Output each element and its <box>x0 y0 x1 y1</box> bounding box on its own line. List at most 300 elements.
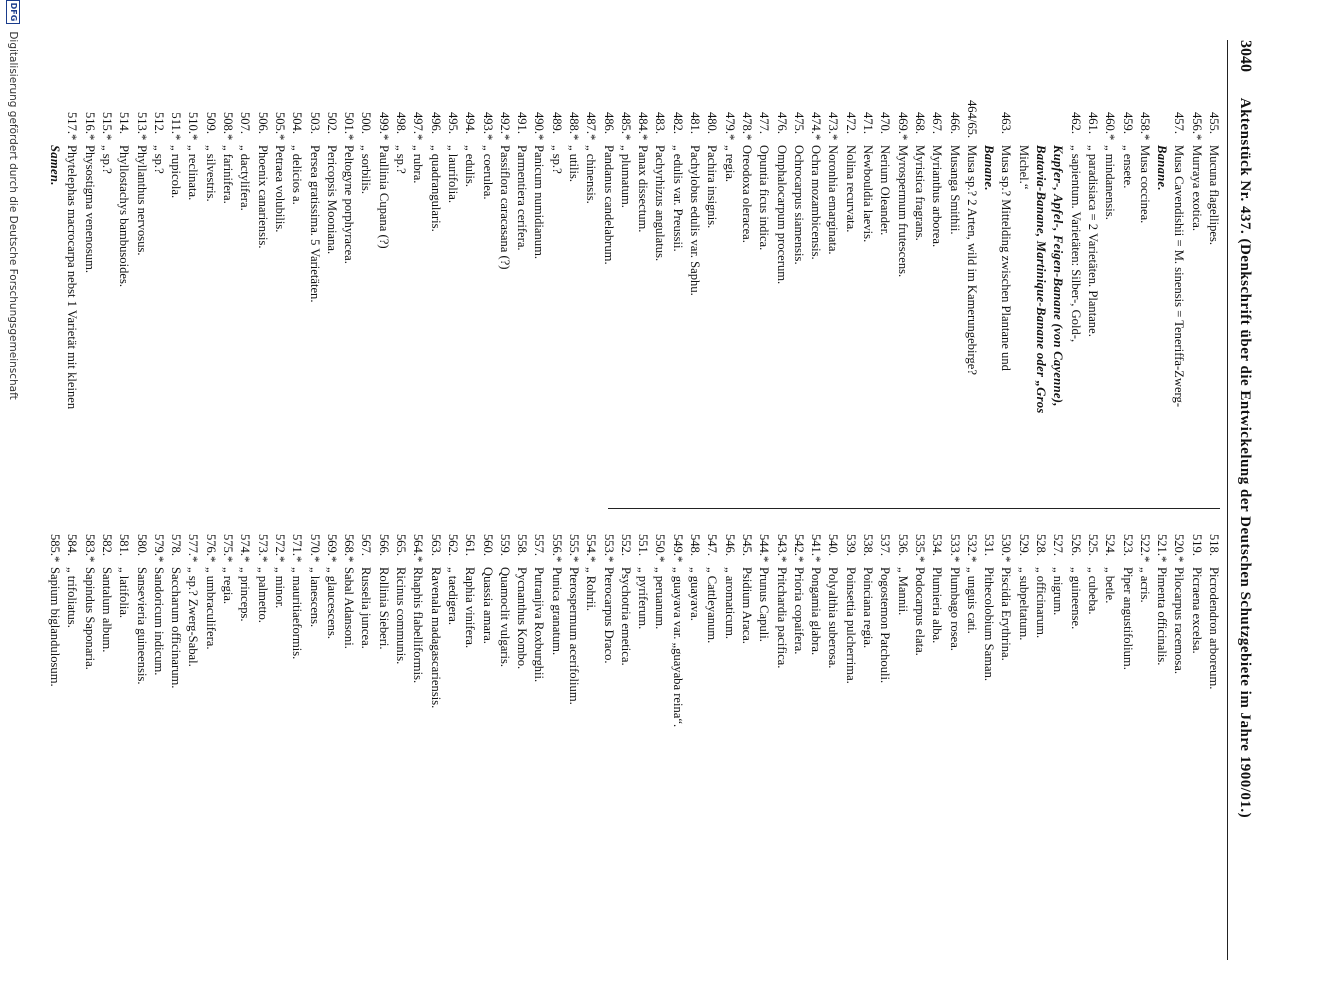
asterisk-mark <box>1101 556 1118 567</box>
asterisk-mark: * <box>532 134 547 141</box>
list-item <box>807 100 824 495</box>
list-item-continuation <box>1032 100 1049 495</box>
asterisk-mark <box>945 134 962 145</box>
plant-name: „ sp.? <box>394 145 409 174</box>
entry-number: 581. <box>117 533 132 556</box>
list-item <box>617 100 634 495</box>
entry-number: 543. <box>774 533 789 556</box>
asterisk-mark <box>928 134 945 145</box>
list-item <box>582 522 599 942</box>
asterisk-mark <box>686 556 703 567</box>
list-item <box>115 100 132 495</box>
plant-name: Mucuna flagellipes. <box>1207 145 1221 246</box>
plant-name: Musa sp.? 2 Arten, wild im Kamerungebirge? <box>964 145 979 375</box>
entry-number: 584. <box>65 533 80 556</box>
plant-name: Batavia-Banane, Martinique-Banane oder „Gros <box>1034 145 1049 414</box>
entry-number: 478. <box>739 111 754 134</box>
list-item <box>219 100 236 495</box>
list-item <box>738 522 755 942</box>
asterisk-mark: * <box>151 556 166 563</box>
entry-number: 456. <box>1189 111 1204 134</box>
plant-name: Murraya exotica. <box>1189 145 1204 232</box>
plant-name: Quamoclit vulgaris. <box>497 567 512 668</box>
list-item <box>686 100 703 495</box>
list-item <box>392 100 409 495</box>
list-item <box>841 100 858 495</box>
list-item <box>340 522 357 942</box>
asterisk-mark <box>323 134 340 145</box>
asterisk-mark: * <box>186 134 201 141</box>
entry-number: 538. <box>861 533 876 556</box>
asterisk-mark <box>513 134 530 145</box>
asterisk-mark <box>496 556 513 567</box>
list-item <box>323 100 340 495</box>
list-item <box>1170 100 1187 495</box>
entry-number: 471. <box>861 111 876 134</box>
plant-name: „ pyriferum. <box>636 567 651 630</box>
list-item <box>669 522 686 942</box>
entry-number: 460. <box>1103 111 1118 134</box>
asterisk-mark: * <box>1172 556 1187 563</box>
plant-name: „ taedigera. <box>445 567 460 626</box>
asterisk-mark <box>461 556 478 567</box>
asterisk-mark: * <box>999 556 1014 563</box>
entry-number: 558. <box>515 533 530 556</box>
plant-name: „ officinarum. <box>1034 567 1049 639</box>
list-item <box>46 522 63 942</box>
asterisk-mark <box>928 556 945 567</box>
list-item <box>236 522 253 942</box>
asterisk-mark <box>357 556 374 567</box>
asterisk-mark <box>1118 556 1135 567</box>
asterisk-mark <box>1066 556 1083 567</box>
plant-name: „ rubra. <box>411 145 426 184</box>
list-item <box>150 100 167 495</box>
entry-number: 522. <box>1137 533 1152 556</box>
plant-name: „ guayava. <box>688 567 703 621</box>
asterisk-mark <box>703 134 720 145</box>
plant-name: „ chinensis. <box>584 145 599 204</box>
list-item <box>392 522 409 942</box>
asterisk-mark <box>392 134 409 145</box>
entry-number: 555. <box>567 533 582 556</box>
asterisk-mark <box>392 556 409 567</box>
list-item <box>167 522 184 942</box>
list-item <box>1084 100 1101 495</box>
asterisk-mark: * <box>584 134 599 141</box>
plant-name: „ dactylifera. <box>238 145 253 211</box>
plant-name: Pimenta officinalis. <box>1155 567 1170 666</box>
asterisk-mark <box>617 556 634 567</box>
entry-number: 502. <box>324 111 339 134</box>
plant-name: „ sapientum. Varietäten: Silber-, Gold-, <box>1068 145 1083 343</box>
list-item <box>271 100 288 495</box>
plant-name: „ unguis cati. <box>964 567 979 634</box>
plant-name: Newbouldia laevis. <box>861 145 876 243</box>
plant-name: „ mindanensis. <box>1103 145 1118 220</box>
entry-number: 500. <box>359 111 374 134</box>
entry-number: 518. <box>1207 533 1221 556</box>
asterisk-mark: * <box>791 556 806 563</box>
list-item <box>911 100 928 495</box>
plant-name: Pritchardia pacifica. <box>774 567 789 669</box>
entry-number: 526. <box>1068 533 1083 556</box>
entry-number: 479. <box>722 111 737 134</box>
plant-name: „ silvestris. <box>203 145 218 202</box>
entry-number: 578. <box>169 533 184 556</box>
asterisk-mark: * <box>722 134 737 141</box>
plant-name: „ guineense. <box>1068 567 1083 630</box>
asterisk-mark: * <box>134 134 149 141</box>
entry-number: 501. <box>342 111 357 134</box>
entry-number: 508. <box>221 111 236 134</box>
entry-number: 523. <box>1120 533 1135 556</box>
plant-name: Phyllanthus nervosus. <box>134 145 149 256</box>
plant-name: Picrodendron arboreum. <box>1207 567 1221 690</box>
list-item <box>755 100 772 495</box>
list-item <box>651 100 668 495</box>
right-column <box>46 522 1222 942</box>
asterisk-mark: * <box>48 556 63 563</box>
list-item <box>1049 522 1066 942</box>
list-item <box>496 100 513 495</box>
asterisk-mark: * <box>272 556 287 563</box>
plant-name: Pongamia glabra. <box>809 567 824 656</box>
asterisk-mark <box>444 134 461 145</box>
list-item <box>755 522 772 942</box>
entry-number: 563. <box>428 533 443 556</box>
list-item <box>305 522 322 942</box>
plant-name: Pycnanthus Kombo. <box>515 567 530 670</box>
entry-number: 490. <box>532 111 547 134</box>
entry-number: 470. <box>878 111 893 134</box>
entry-number: 515. <box>100 111 114 134</box>
plant-name: „ acris. <box>1137 567 1152 603</box>
list-item <box>1101 100 1118 495</box>
entry-number: 498. <box>394 111 409 134</box>
asterisk-mark: * <box>497 134 512 141</box>
asterisk-mark: * <box>1137 134 1152 141</box>
dfg-logo-icon: DFG <box>6 0 20 24</box>
asterisk-mark: * <box>1103 134 1118 141</box>
asterisk-mark: * <box>567 134 582 141</box>
list-item <box>426 100 443 495</box>
asterisk-mark <box>444 556 461 567</box>
plant-name: Pterospermum acerifolium. <box>567 567 582 705</box>
plant-name: Myrospermum frutescens. <box>895 145 910 278</box>
plant-name: Sapium biglandulosum. <box>48 567 63 687</box>
entry-number: 525. <box>1085 533 1100 556</box>
asterisk-mark: * <box>809 556 824 563</box>
page-footer <box>0 0 26 1000</box>
plant-name: Psychotria emetica. <box>618 567 633 666</box>
entry-number: 469. <box>895 111 910 134</box>
asterisk-mark <box>63 556 80 567</box>
list-item <box>582 100 599 495</box>
list-item <box>599 522 616 942</box>
entry-number: 472. <box>843 111 858 134</box>
asterisk-mark: * <box>1137 556 1152 563</box>
list-item <box>841 522 858 942</box>
entry-number: 572. <box>272 533 287 556</box>
list-item <box>547 522 564 942</box>
list-item <box>513 100 530 495</box>
list-item <box>530 522 547 942</box>
asterisk-mark <box>1187 556 1204 567</box>
list-item <box>669 100 686 495</box>
plant-name: Parmentiera cerifera. <box>515 145 530 251</box>
list-item <box>201 522 218 942</box>
asterisk-mark: * <box>307 556 322 563</box>
plant-name: Phytelephas macrocarpa nebst 1 Varietät mit kleinen <box>65 145 80 410</box>
entry-number: 482. <box>670 111 685 134</box>
list-item <box>461 100 478 495</box>
plant-name: „ edulis. <box>463 145 478 187</box>
plant-name: Rollinia Sieberi. <box>376 567 391 650</box>
entry-number: 483. <box>653 111 668 134</box>
entry-number: 575. <box>221 533 236 556</box>
asterisk-mark <box>963 134 980 145</box>
asterisk-mark: * <box>342 556 357 563</box>
plant-name: Kupfer-, Apfel-, Feigen-Banane (von Cayenne), <box>1051 145 1066 407</box>
asterisk-mark: * <box>601 556 616 563</box>
asterisk-mark <box>1049 556 1066 567</box>
entry-number: 505. <box>272 111 287 134</box>
plant-name: „ utilis. <box>567 145 582 183</box>
plant-name: „ coerulea. <box>480 145 495 200</box>
entry-number: 517. <box>65 111 80 134</box>
plant-name: „ rupicola. <box>169 145 184 199</box>
plant-name: Psidium Araca. <box>739 567 754 644</box>
asterisk-mark <box>513 556 530 567</box>
entry-number: 533. <box>947 533 962 556</box>
asterisk-mark: * <box>1189 134 1204 141</box>
plant-name: „ regia. <box>221 567 236 605</box>
plant-name: „ Mannii. <box>895 567 910 616</box>
asterisk-mark <box>1066 134 1083 145</box>
asterisk-mark: * <box>618 134 633 141</box>
asterisk-mark: * <box>964 556 979 563</box>
plant-name: Ricinus communis. <box>394 567 409 665</box>
list-item <box>720 100 737 495</box>
plant-name: Piper angustifolium. <box>1120 567 1135 670</box>
asterisk-mark: * <box>480 134 495 141</box>
asterisk-mark: * <box>221 134 236 141</box>
asterisk-mark <box>1084 134 1101 145</box>
entry-number: 535. <box>912 533 927 556</box>
entry-number: 574. <box>238 533 253 556</box>
entry-number: 566. <box>376 533 391 556</box>
asterisk-mark: * <box>203 556 218 563</box>
list-item <box>963 522 980 942</box>
plant-name: Physostigma venenosum. <box>82 145 97 274</box>
list-item <box>132 522 149 942</box>
list-item <box>288 522 305 942</box>
entry-number: 497. <box>411 111 426 134</box>
list-item <box>928 522 945 942</box>
asterisk-mark <box>911 134 928 145</box>
plant-name: Michel.“ <box>1016 145 1031 190</box>
entry-number: 511. <box>169 112 184 134</box>
plant-name: Podocarpus elata. <box>912 567 927 656</box>
entry-number: 527. <box>1051 533 1066 556</box>
plant-name: Ochrocarpus siamensis. <box>791 145 806 265</box>
entry-number: 579. <box>151 533 166 556</box>
list-item <box>859 100 876 495</box>
list-item <box>98 522 115 942</box>
plant-name: „ aromaticum. <box>722 567 737 640</box>
list-item <box>893 522 910 942</box>
entry-number: 583. <box>82 533 97 556</box>
asterisk-mark <box>651 134 668 145</box>
asterisk-mark <box>115 134 132 145</box>
asterisk-mark <box>772 134 789 145</box>
asterisk-mark: * <box>411 556 426 563</box>
entry-number: 529. <box>1016 533 1031 556</box>
asterisk-mark <box>1118 134 1135 145</box>
entry-number: 519. <box>1189 533 1204 556</box>
entry-number: 477. <box>757 111 772 134</box>
entry-number: 495. <box>445 111 460 134</box>
list-item <box>945 100 962 495</box>
plant-name: Sandoricum indicum. <box>151 567 166 676</box>
plant-name: „ plumatum. <box>618 145 633 208</box>
entry-number: 539. <box>843 533 858 556</box>
entry-number: 514. <box>117 111 132 134</box>
plant-name: Sapindus Saponaria. <box>82 567 97 670</box>
list-item <box>790 100 807 495</box>
list-item <box>963 100 980 495</box>
list-item <box>807 522 824 942</box>
asterisk-mark: * <box>169 134 184 141</box>
list-item <box>859 522 876 942</box>
plant-name: „ reclinata. <box>186 145 201 201</box>
plant-name: Persea gratissima. 5 Varietäten. <box>307 145 322 303</box>
plant-name: „ cubeba. <box>1085 567 1100 615</box>
list-item <box>115 522 132 942</box>
plant-name: „ princeps. <box>238 567 253 622</box>
list-item <box>911 522 928 942</box>
list-item <box>1066 100 1083 495</box>
entry-number: 544. <box>757 533 772 556</box>
entry-number: 474. <box>809 111 824 134</box>
entry-number: 570. <box>307 533 322 556</box>
plant-name: Pachira insignis. <box>705 145 720 229</box>
entry-number: 557. <box>532 533 547 556</box>
list-item <box>1136 100 1153 495</box>
plant-name: „ betle. <box>1103 567 1118 604</box>
plant-name: Poinsettia pulcherrima. <box>843 567 858 684</box>
list-item <box>1136 522 1153 942</box>
plant-name: „ nigrum. <box>1051 567 1066 616</box>
plant-name: Phyllostachys bambusoides. <box>117 145 132 288</box>
entry-number: 461. <box>1085 111 1100 134</box>
list-item <box>63 100 80 495</box>
plant-name: „ Cattleyanum. <box>705 567 720 644</box>
plant-name: Prioria copaifera. <box>791 567 806 655</box>
plant-name: Nolina recurvata. <box>843 145 858 233</box>
entry-number: 576. <box>203 533 218 556</box>
plant-name: Plumieria alba. <box>930 567 945 644</box>
list-item <box>530 100 547 495</box>
entry-number: 561. <box>463 533 478 556</box>
plant-name: „ quadrangularis. <box>428 145 443 232</box>
plant-name: „ sp.? <box>100 145 114 174</box>
entry-number: 476. <box>774 111 789 134</box>
plant-name: Sansevieria guineensis. <box>134 567 149 685</box>
entry-number: 551. <box>636 533 651 556</box>
plant-name: Myristica fragrans. <box>912 145 927 241</box>
plant-name: „ sp.? Zwerg-Sabal. <box>186 567 201 667</box>
entry-number: 489. <box>549 111 564 134</box>
plant-name: Peltogyne porphyracea. <box>342 145 357 264</box>
plant-name: „ palmetto. <box>255 567 270 623</box>
entry-number: 496. <box>428 111 443 134</box>
list-item <box>1205 100 1222 495</box>
plant-name: „ sp.? <box>549 145 564 174</box>
entry-number: 484. <box>636 111 651 134</box>
plant-name: „ sorbilis. <box>359 145 374 194</box>
entry-number: 480. <box>705 111 720 134</box>
entry-number: 457. <box>1172 111 1187 134</box>
list-item <box>340 100 357 495</box>
list-item <box>824 522 841 942</box>
plant-name: „ laurifolia. <box>445 145 460 204</box>
plant-name: Poinciana regia. <box>861 567 876 649</box>
list-item <box>426 522 443 942</box>
asterisk-mark: * <box>221 556 236 563</box>
plant-name: Musanga Smithii. <box>947 145 962 235</box>
asterisk-mark <box>824 556 841 567</box>
entry-number: 580. <box>134 533 149 556</box>
entry-number: 560. <box>480 533 495 556</box>
asterisk-mark: * <box>636 134 651 141</box>
asterisk-mark: * <box>567 556 582 563</box>
entry-number: 532. <box>964 533 979 556</box>
plant-name: „ regia. <box>722 145 737 183</box>
asterisk-mark <box>997 134 1014 145</box>
plant-name: Oreodoxa oleracea. <box>739 145 754 243</box>
plant-name: Passiflora caracasana (?) <box>497 145 512 270</box>
list-item <box>80 522 97 942</box>
plant-name: Banane. <box>1155 145 1170 191</box>
list-item <box>1084 522 1101 942</box>
asterisk-mark <box>461 134 478 145</box>
list-item <box>1187 100 1204 495</box>
plant-name: Omphalocarpum procerum. <box>774 145 789 285</box>
plant-name: Musa sp.? Mittelding zwischen Plantane und <box>999 145 1014 371</box>
asterisk-mark <box>98 556 115 567</box>
asterisk-mark <box>841 556 858 567</box>
entry-number: 509. <box>203 111 218 134</box>
entry-number: 540. <box>826 533 841 556</box>
list-item-continuation <box>980 100 997 495</box>
entry-number: 499. <box>376 111 391 134</box>
list-item <box>824 100 841 495</box>
asterisk-mark: * <box>584 556 599 563</box>
entry-number: 545. <box>739 533 754 556</box>
asterisk-mark <box>426 556 443 567</box>
asterisk-mark <box>236 134 253 145</box>
list-item <box>374 100 391 495</box>
list-item <box>565 100 582 495</box>
entry-number: 585. <box>48 533 63 556</box>
entry-number: 513. <box>134 111 149 134</box>
entry-number: 488. <box>567 111 582 134</box>
plant-name: Pterocarpus Draco. <box>601 567 616 664</box>
asterisk-mark: * <box>82 134 97 141</box>
list-item <box>1118 522 1135 942</box>
